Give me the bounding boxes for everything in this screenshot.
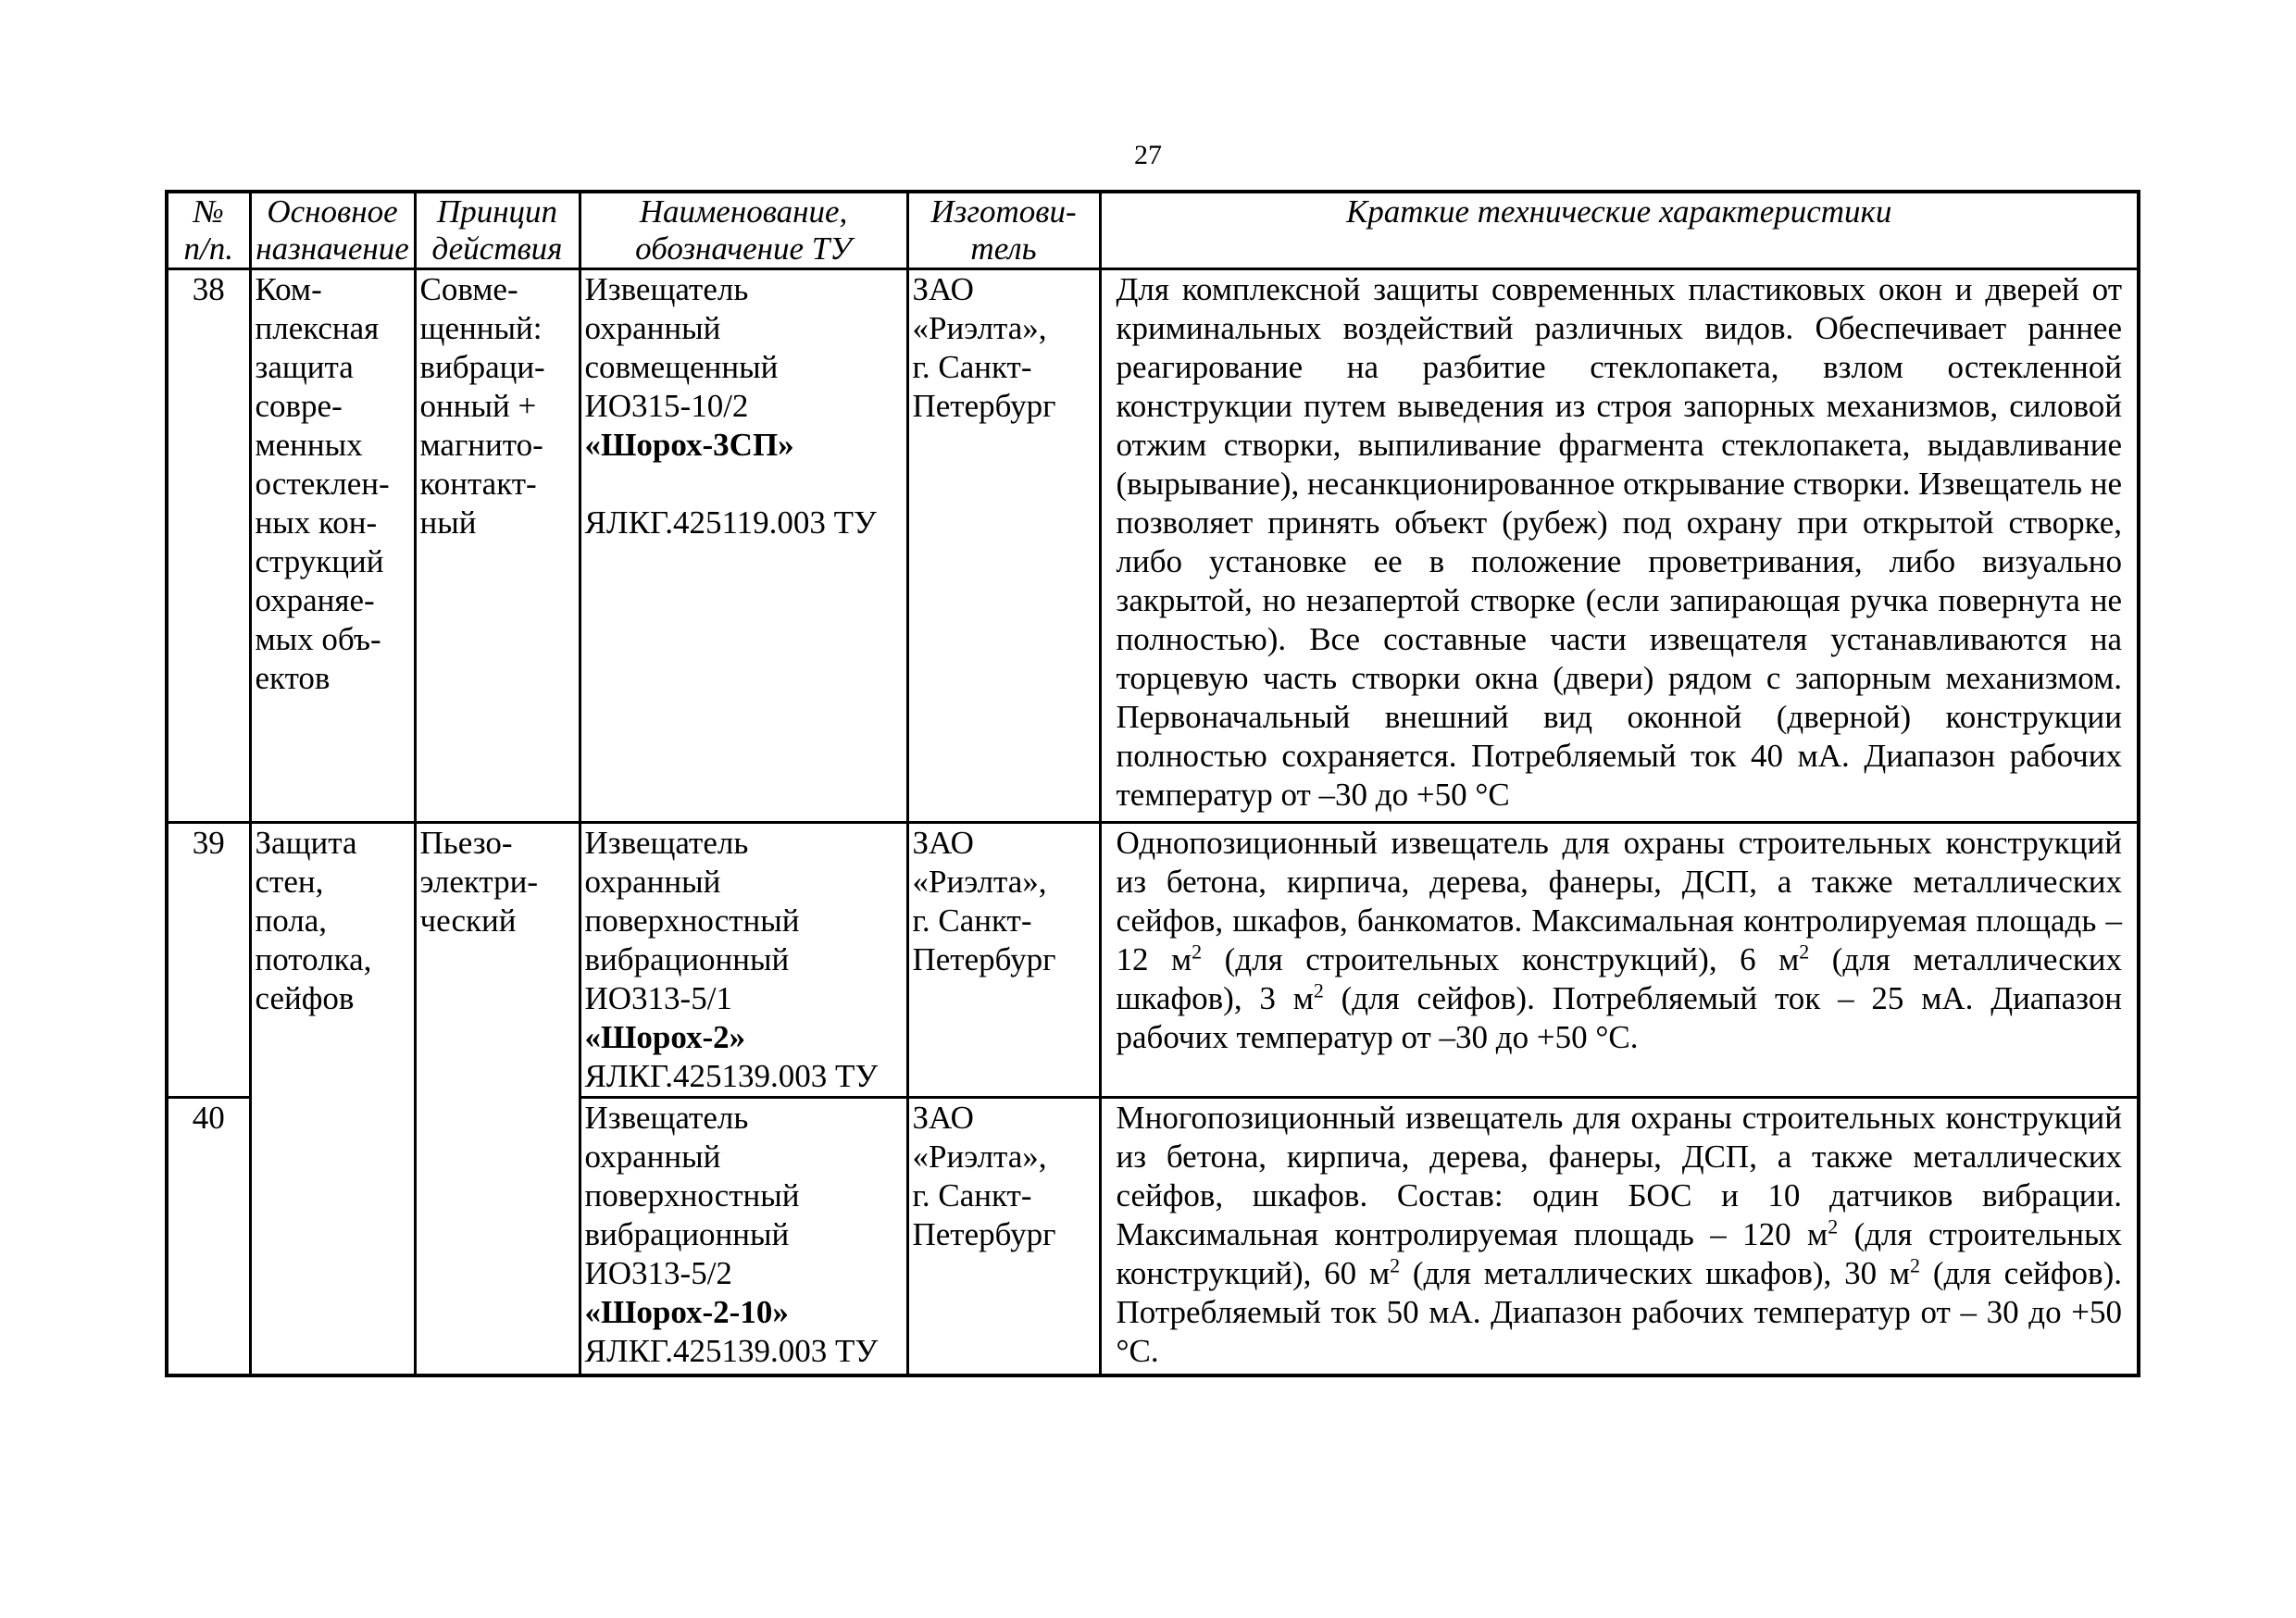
row-principle: Совме- щенный: вибраци- онный + магнито- контакт- ный xyxy=(415,269,580,823)
header-purpose: Основное назначение xyxy=(250,192,415,269)
row-name: Извещатель охранный поверхностный вибрационный ИО313-5/1 «Шорох-2» ЯЛКГ.425139.003 ТУ xyxy=(580,823,907,1098)
page-number: 27 xyxy=(1134,140,1162,170)
header-principle: Принцип действия xyxy=(415,192,580,269)
row-name: Извещатель охранный поверхностный вибрационный ИО313-5/2 «Шорох-2-10» ЯЛКГ.425139.003 ТУ xyxy=(580,1098,907,1375)
row-purpose: Ком- плексная защита совре- менных остеклен- ных кон- струкций охраняе- мых объ- ектов xyxy=(250,269,415,823)
row-purpose: Защита стен, пола, потолка, сейфов xyxy=(250,823,415,1375)
header-name: Наименование, обозначение ТУ xyxy=(580,192,907,269)
row-maker: ЗАО «Риэлта», г. Санкт- Петербург xyxy=(907,823,1100,1098)
row-maker: ЗАО «Риэлта», г. Санкт- Петербург xyxy=(907,269,1100,823)
table-row xyxy=(167,823,2139,1098)
row-maker: ЗАО «Риэлта», г. Санкт- Петербург xyxy=(907,1098,1100,1375)
row-num: 38 xyxy=(167,269,250,823)
spec-table xyxy=(165,190,2140,1377)
header-maker: Изготови- тель xyxy=(907,192,1100,269)
row-description: Для комплексной защиты современных пластиковых окон и дверей от криминальных воздействий различных видов. Обеспечивает раннее реагирование на разбитие стеклопакета, взлом остекленной конструкции путем выведения из строя запорных механизмов, силовой отжим створки, выпиливание фрагмента стеклопакета, выдавливание (вырывание), несанкционированное открывание створки. Извещатель не позволяет принять объект (рубеж) под охрану при открытой створке, либо установке ее в положение проветривания, либо визуально закрытой, но незапертой створке (если запирающая ручка повернута не полностью). Все составные части извещателя устанавливаются на торцевую часть створки окна (двери) рядом с запорным механизмом. Первоначальный внешний вид оконной (дверной) конструкции полностью сохраняется. Потребляемый ток 40 мА. Диапазон рабочих температур от –30 до +50 °С xyxy=(1100,269,2139,823)
header-num: № п/п. xyxy=(167,192,250,269)
row-num: 39 xyxy=(167,823,250,1098)
table-row xyxy=(167,269,2139,823)
row-principle: Пьезо- электри- ческий xyxy=(415,823,580,1375)
row-num: 40 xyxy=(167,1098,250,1375)
row-description: Однопозиционный извещатель для охраны строительных конструкций из бетона, кирпича, дерева, фанеры, ДСП, а также металлических сейфов, шкафов, банкоматов. Максимальная контролируемая площадь – 12 $м^2$ (для строительных конструкций), 6 $м^2$ (для металлических шкафов), 3 $м^2$ (для сейфов). Потребляемый ток – 25 мА. Диапазон рабочих температур от –30 до +50 °С. xyxy=(1100,823,2139,1098)
row-name: Извещатель охранный совмещенный ИО315-10/2 «Шорох-3СП» ЯЛКГ.425119.003 ТУ xyxy=(580,269,907,823)
row-description: Многопозиционный извещатель для охраны строительных конструкций из бетона, кирпича, дерева, фанеры, ДСП, а также металлических сейфов, шкафов. Состав: один БОС и 10 датчиков вибрации. Максимальная контролируемая площадь – 120 $м^2$ (для строительных конструкций), 60 $м^2$ (для металлических шкафов), 30 $м^2$ (для сейфов). Потребляемый ток 50 мА. Диапазон рабочих температур от – 30 до +50 °С. xyxy=(1100,1098,2139,1375)
table-header-row xyxy=(167,192,2139,269)
header-specs: Краткие технические характеристики xyxy=(1100,192,2139,269)
